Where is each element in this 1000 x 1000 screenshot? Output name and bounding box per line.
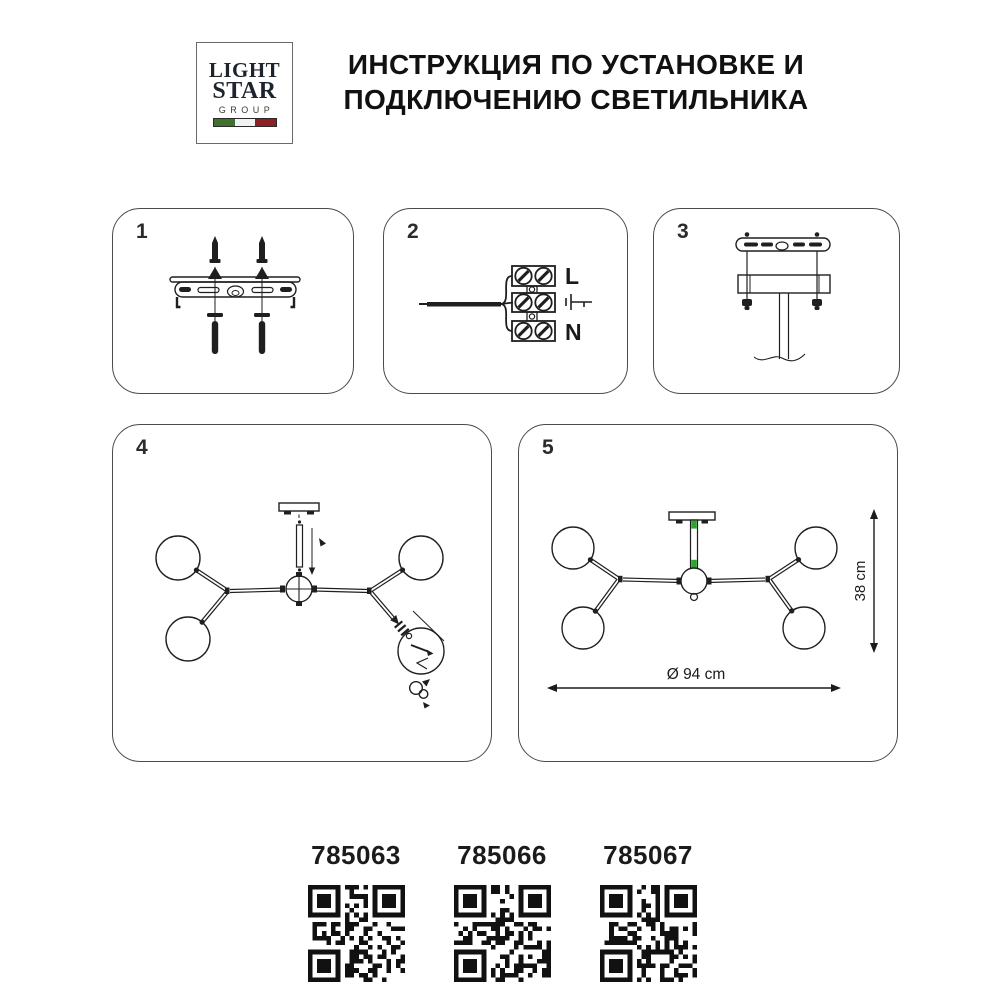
lightstar-logo [196,42,293,144]
product-785063 [306,840,406,987]
diameter-dimension-label: Ø 94 cm [666,666,726,683]
panel-step-1 [112,208,354,394]
product-code: 785067 [603,840,693,870]
panel-step-4 [112,424,492,762]
bulb-icon [410,679,430,709]
canopy-mounting-drawing [654,209,899,393]
terminal-block [512,266,555,341]
chandelier-assembly-drawing [113,425,491,761]
logo-word-star: STAR [212,78,277,104]
page-title [300,47,852,117]
central-hub [618,568,770,601]
panel-5-number: 5 [542,436,554,459]
product-785067 [598,840,698,987]
green-joint [691,521,697,568]
qr-code [600,885,697,982]
title-line-1: ИНСТРУКЦИЯ ПО УСТАНОВКЕ И [347,49,805,80]
panel-3-number: 3 [677,220,689,243]
product-code: 785063 [311,840,401,870]
ground-icon [566,294,592,310]
panel-step-5 [518,424,898,762]
qr-code [454,885,551,982]
dimension-arrow-horizontal [547,684,841,692]
panel-step-3 [653,208,900,394]
panel-2-number: 2 [407,220,419,243]
panel-step-2 [383,208,628,394]
terminal-label-neutral: N [565,319,582,345]
wiring-diagram [384,209,627,393]
title-line-2: ПОДКЛЮЧЕНИЮ СВЕТИЛЬНИКА [343,84,809,115]
product-code: 785066 [457,840,547,870]
screw-icon [319,538,326,547]
panel-4-number: 4 [136,436,148,459]
screw-icon [208,236,269,279]
product-785066 [452,840,552,987]
panel-1-number: 1 [136,220,148,243]
nut-icon [742,299,822,310]
logo-word-group: GROUP [218,105,275,115]
flag-red [255,119,276,126]
italian-flag-bar [214,119,276,126]
mounting-bracket-drawing [113,209,353,393]
assembled-chandelier-drawing [519,425,897,761]
qr-code [308,885,405,982]
terminal-label-live: L [565,263,580,289]
height-dimension-label: 38 cm [852,560,869,602]
dimension-arrow-vertical [870,509,878,653]
logo-word-light: LIGHT [208,58,281,82]
flag-white [235,119,255,126]
anchor-icon [207,313,270,354]
flag-green [214,119,235,126]
